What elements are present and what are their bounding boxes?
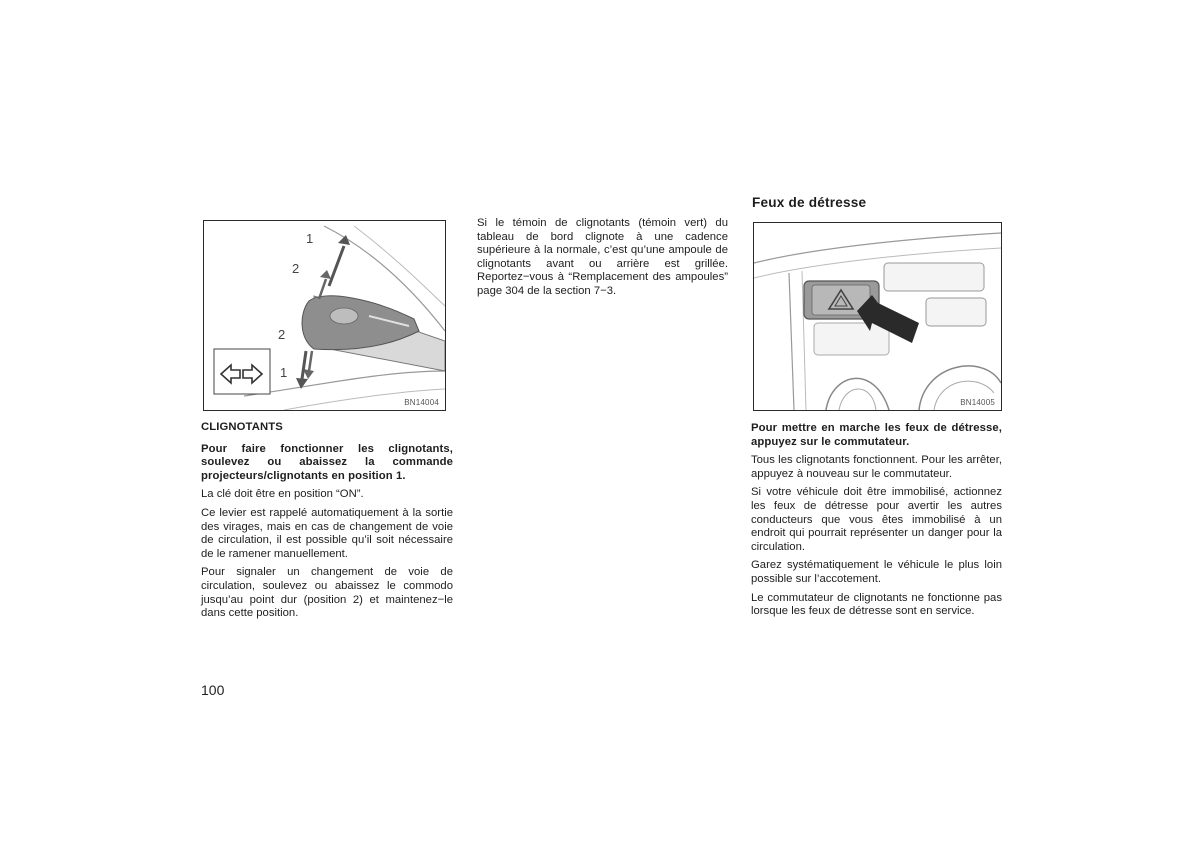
turn-signal-lever-drawing <box>204 221 445 410</box>
paragraph: Garez systématiquement le véhicule le plus loin possible sur l’accotement. <box>751 559 1002 585</box>
indicator-warning-section <box>477 217 728 304</box>
hazard-lights-section <box>751 422 1002 624</box>
hazard-switch-drawing <box>754 223 1001 410</box>
paragraph: La clé doit être en position “ON”. <box>201 488 364 501</box>
paragraph: Tous les clignotants fonctionnent. Pour les arrêter, appuyez à nouveau sur le commutateur. <box>751 454 1002 480</box>
turn-signal-instruction: Pour faire fonctionner les clignotants, soulevez ou abaissez la commande projecteurs/clignotants en position 1. <box>201 442 453 482</box>
position-label-down-1: 1 <box>280 365 288 380</box>
hazard-switch-illustration <box>753 222 1002 411</box>
figure-code: BN14005 <box>960 398 995 407</box>
section-heading-clignotants: CLIGNOTANTS <box>201 421 283 433</box>
paragraph: Si le témoin de clignotants (témoin vert) du tableau de bord clignote à une cadence supérieure à la normale, c’est qu’une ampoule de clignotants avant ou arrière est grillée. Reportez−vous à “Remplacement des ampoules” page 304 de la section 7−3. <box>477 217 728 297</box>
hazard-instruction: Pour mettre en marche les feux de détresse, appuyez sur le commutateur. <box>751 422 1002 448</box>
paragraph: Si votre véhicule doit être immobilisé, actionnez les feux de détresse pour avertir les autres conducteurs que vous êtes immobilisé à un endroit qui pourrait représenter un danger pour la circulation. <box>751 486 1002 553</box>
section-title-feux-de-detresse: Feux de détresse <box>752 195 867 210</box>
position-label-up-1: 1 <box>306 231 314 246</box>
turn-signal-lever-illustration <box>203 220 446 411</box>
position-label-down-2: 2 <box>278 327 286 342</box>
turn-signals-section <box>201 421 453 626</box>
paragraph: Ce levier est rappelé automatiquement à la sortie des virages, mais en cas de changement de voie de circulation, il est possible qu’il soit nécessaire de le ramener manuellement. <box>201 506 453 560</box>
position-label-up-2: 2 <box>292 261 300 276</box>
paragraph: Pour signaler un changement de voie de circulation, soulevez ou abaissez le commodo jusqu’au point dur (position 2) et maintenez−le dans cette position. <box>201 566 453 620</box>
page-number: 100 <box>201 682 225 698</box>
paragraph: Le commutateur de clignotants ne fonctionne pas lorsque les feux de détresse sont en service. <box>751 591 1002 618</box>
figure-code: BN14004 <box>404 398 439 407</box>
turn-signal-arrows-icon <box>214 349 270 394</box>
